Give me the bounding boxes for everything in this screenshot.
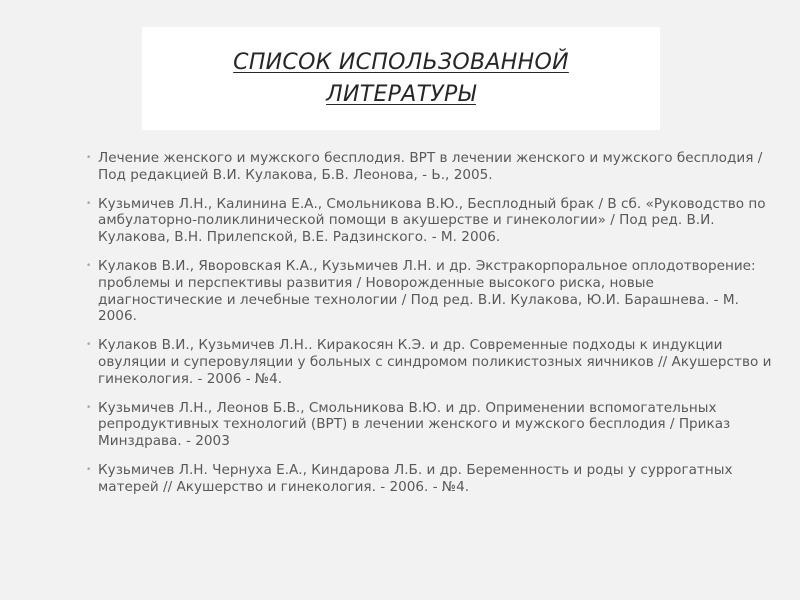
reference-text: Кулаков В.И., Яворовская К.А., Кузьмичев Л.Н. и др. Экстракорпоральное оплодотворение: проблемы и перспективы развития / Новорожденные высокого риска, новые диагностические и лечебные технологии / Под ред. В.И. Кулакова, Ю.И. Барашнева. - М. 2006. bbox=[98, 257, 756, 325]
reference-text: Кузьмичев Л.Н. Чернуха Е.А., Киндарова Л.Б. и др. Беременность и роды у суррогатных матерей // Акушерство и гинекология. - 2006. - №4. bbox=[98, 461, 733, 495]
reference-item bbox=[88, 337, 778, 387]
bullet-icon: • bbox=[86, 260, 92, 271]
bullet-icon: • bbox=[86, 402, 92, 413]
reference-item bbox=[88, 196, 778, 246]
reference-item bbox=[88, 258, 778, 325]
references-list bbox=[88, 150, 778, 508]
reference-item bbox=[88, 462, 778, 496]
reference-text: Кузьмичев Л.Н., Леонов Б.В., Смольникова В.Ю. и др. Оприменении вспомогательных репродуктивных технологий (ВРТ) в лечении женского и мужского бесплодия / Приказ Минздрава. - 2003 bbox=[98, 399, 731, 450]
reference-item bbox=[88, 150, 778, 184]
reference-text: Кулаков В.И., Кузьмичев Л.Н.. Киракосян К.Э. и др. Современные подходы к индукции овуляции и суперовуляции у больных с синдромом поликистозных яичников // Акушерство и гинекология. - 2006 - №4. bbox=[98, 337, 772, 387]
reference-text: Кузьмичев Л.Н., Калинина Е.А., Смольникова В.Ю., Бесплодный брак / В сб. «Руководство по амбулаторно-поликлинической помощи в акушерстве и гинекологии» / Под ред. В.И. Кулакова, В.Н. Прилепской, В.Е. Радзинского. - М. 2006. bbox=[98, 195, 766, 246]
bullet-icon: • bbox=[86, 198, 92, 209]
bullet-icon: • bbox=[86, 464, 92, 475]
bullet-icon: • bbox=[86, 153, 92, 163]
reference-item bbox=[88, 400, 778, 450]
bullet-icon: • bbox=[86, 340, 92, 351]
reference-text: Лечение женского и мужского бесплодия. ВРТ в лечении женского и мужского бесплодия / Под редакцией В.И. Кулакова, Б.В. Леонова, - Ь., 2005. bbox=[98, 150, 763, 183]
title-box bbox=[142, 27, 660, 130]
slide-title: СПИСОК ИСПОЛЬЗОВАННОЙ ЛИТЕРАТУРЫ bbox=[233, 49, 569, 107]
